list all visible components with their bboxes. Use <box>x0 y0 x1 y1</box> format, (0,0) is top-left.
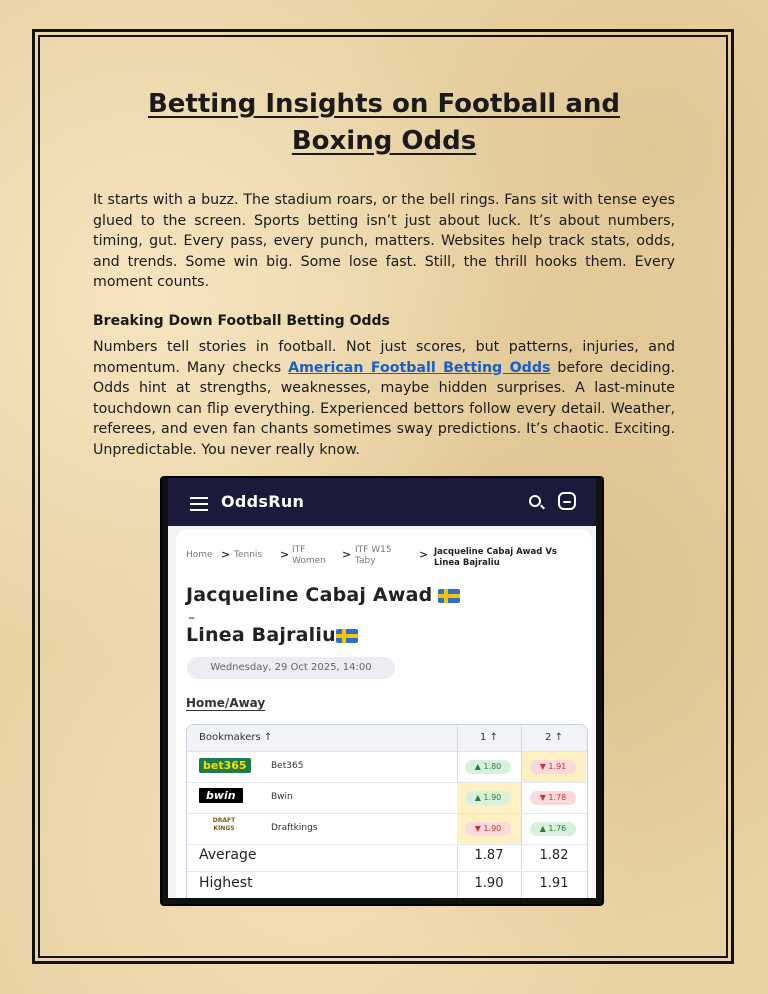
breadcrumb-itf-women-l2: Women <box>292 556 326 566</box>
odd-cell-best[interactable] <box>457 783 521 813</box>
sweden-flag-icon <box>336 629 358 643</box>
breadcrumb-itf-women[interactable] <box>292 545 326 567</box>
bookmaker-name[interactable]: Draftkings <box>271 823 318 833</box>
breadcrumb-tennis[interactable]: Tennis <box>234 550 263 560</box>
section-text-before-link: Numbers tell stories in football. Not just scores, but patterns, injuries, and momentum. Many checks <box>93 339 675 376</box>
odd-cell[interactable] <box>457 752 521 782</box>
article-title-line1: Betting Insights on Football and <box>147 89 621 119</box>
bookmaker-name[interactable]: Bwin <box>271 792 293 802</box>
search-icon[interactable] <box>529 495 541 507</box>
account-icon[interactable] <box>558 492 576 510</box>
header-bookmakers[interactable]: Bookmakers ↑ <box>187 725 457 751</box>
vs-dash: – <box>188 610 195 626</box>
breadcrumb-home[interactable]: Home <box>186 550 213 560</box>
odd-down-badge: ▼ 1.90 <box>465 822 511 836</box>
header-col-1[interactable]: 1 ↑ <box>457 725 521 751</box>
average-odd-2: 1.82 <box>539 848 569 863</box>
app-topbar <box>168 478 596 526</box>
match-content <box>176 530 592 898</box>
odd-cell-best[interactable] <box>457 814 521 844</box>
highest-odd-2: 1.91 <box>539 876 569 891</box>
oddsrun-screenshot <box>162 478 602 904</box>
article-title <box>80 86 688 160</box>
breadcrumb-match-l2: Linea Bajraliu <box>434 558 500 568</box>
bookmaker-name[interactable]: Bet365 <box>271 761 304 771</box>
menu-icon[interactable] <box>190 497 208 515</box>
odd-down-badge: ▼ 1.91 <box>530 760 576 774</box>
draftkings-logo: DRAFT KINGS <box>212 817 236 832</box>
breadcrumb-itf-women-l1: ITF <box>292 545 306 555</box>
bet365-logo: bet365 <box>199 758 251 773</box>
breadcrumb-itf-w15[interactable] <box>355 545 392 567</box>
player-b-title <box>186 624 358 646</box>
market-tab-home-away[interactable]: Home/Away <box>186 696 266 710</box>
odd-up-badge: ▲ 1.90 <box>465 791 511 805</box>
header-col-2[interactable]: 2 ↑ <box>521 725 587 751</box>
row-divider <box>187 871 587 872</box>
odds-table <box>186 724 588 898</box>
breadcrumb-current-match <box>434 547 584 569</box>
odd-cell[interactable] <box>522 783 586 813</box>
breadcrumb-itf-w15-l2: Taby <box>355 556 376 566</box>
section-paragraph <box>93 337 675 460</box>
breadcrumb-itf-w15-l1: ITF W15 <box>355 545 392 555</box>
american-football-odds-link[interactable]: American Football Betting Odds <box>288 359 551 376</box>
brand-logo[interactable]: OddsRun <box>221 492 305 511</box>
player-a-name: Jacqueline Cabaj Awad <box>186 584 433 606</box>
section-heading: Breaking Down Football Betting Odds <box>93 313 390 329</box>
bwin-logo: bwin <box>199 788 243 803</box>
highest-label: Highest <box>199 875 253 891</box>
screenshot-screen <box>168 478 596 898</box>
breadcrumb-chevron-icon: > <box>221 548 231 561</box>
average-odd-1: 1.87 <box>474 848 504 863</box>
odd-up-badge: ▲ 1.80 <box>465 760 511 774</box>
breadcrumb-chevron-icon: > <box>280 548 290 561</box>
average-label: Average <box>199 847 257 863</box>
odd-down-badge: ▼ 1.78 <box>530 791 576 805</box>
odd-cell-best[interactable] <box>522 752 586 782</box>
breadcrumb-chevron-icon: > <box>419 548 429 561</box>
sweden-flag-icon <box>438 589 460 603</box>
player-b-name: Linea Bajraliu <box>186 624 336 646</box>
article-title-line2: Boxing Odds <box>291 126 477 156</box>
row-divider <box>187 844 587 845</box>
highest-odd-1: 1.90 <box>474 876 504 891</box>
intro-paragraph: It starts with a buzz. The stadium roars, or the bell rings. Fans sit with tense eyes glued to the screen. Sports betting isn’t just about luck. It’s about numbers, timing, gut. Every pass, every punch, matters. Websites help track stats, odds, and trends. Some win big. Some lose fast. Still, the thrill hooks them. Every moment counts. <box>93 192 675 290</box>
breadcrumb-chevron-icon: > <box>342 548 352 561</box>
match-date-badge: Wednesday, 29 Oct 2025, 14:00 <box>187 657 395 679</box>
odd-up-badge: ▲ 1.76 <box>530 822 576 836</box>
section-text-after-link: before deciding. Odds hint at strengths, weaknesses, maybe hidden surprises. A last-minute touchdown can flip everything. Experienced bettors follow every detail. Weather, referees, and even fan chants sometimes sway predictions. It’s chaotic. Exciting. Unpredictable. You never really know. <box>93 359 675 458</box>
player-a-title <box>186 584 460 606</box>
odd-cell[interactable] <box>522 814 586 844</box>
breadcrumb-match-l1: Jacqueline Cabaj Awad Vs <box>434 547 557 557</box>
